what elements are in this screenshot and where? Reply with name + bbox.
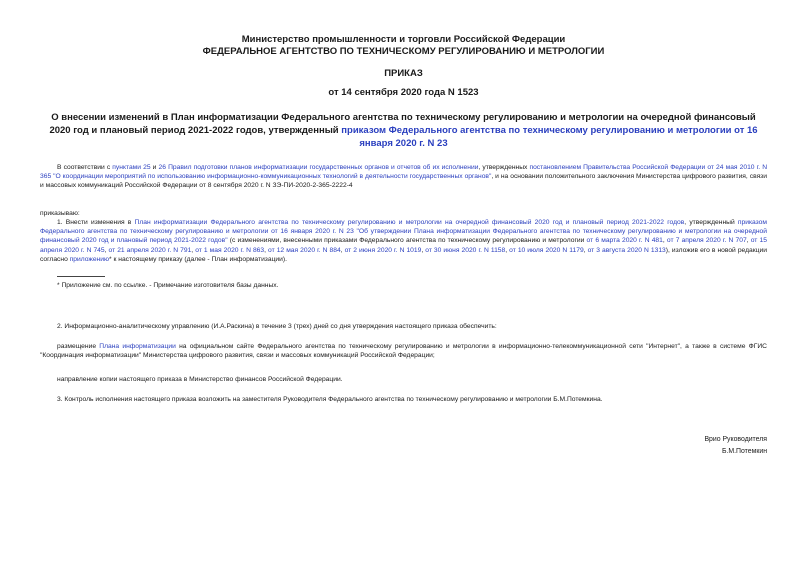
link-rules[interactable]: Правил подготовки планов информатизации государственных органов и отчетов об их исполнении xyxy=(168,164,479,171)
link-amend-481[interactable]: от 6 марта 2020 г. N 481 xyxy=(586,237,663,245)
sep: , xyxy=(104,246,107,254)
sep: , xyxy=(746,237,749,245)
sep: , xyxy=(583,246,586,254)
link-point-25[interactable]: пунктами 25 xyxy=(112,164,151,171)
ministry-name: Министерство промышленности и торговли Российской Федерации xyxy=(241,34,566,45)
preamble-text-2: и xyxy=(152,164,157,171)
item1-text-1: 1. Внести изменения в xyxy=(57,219,132,226)
link-amend-1313[interactable]: от 3 августа 2020 N 1313 xyxy=(587,246,666,254)
link-resolution[interactable]: постановлением Правительства Российской Федерации от 24 мая 2010 г. N 365 "О координации мероприятий по использованию информационно-коммуникационных технологий в деятельности государственных органов" xyxy=(40,164,768,181)
item-2: 2. Информационно-аналитическому управлению (И.А.Раскина) в течение 3 (трех) дней со дня утверждения настоящего приказа обеспечить: xyxy=(57,323,497,330)
order-word: приказываю: xyxy=(40,210,80,217)
title-order-link[interactable]: приказом Федерального агентства по техническому регулированию и метрологии от 16 января 2020 г. N 23 xyxy=(341,125,758,149)
footnote: * Приложение см. по ссылке. - Примечание изготовителя базы данных. xyxy=(57,282,279,289)
item-1 xyxy=(40,218,767,264)
link-amend-863[interactable]: от 1 мая 2020 г. N 863 xyxy=(195,246,265,254)
link-amend-1179[interactable]: от 10 июля 2020 N 1179 xyxy=(509,246,584,254)
item2-p1-text-1: размещение xyxy=(57,343,97,350)
link-amend-707[interactable]: от 7 апреля 2020 г. N 707 xyxy=(666,237,747,245)
sep: , xyxy=(264,246,266,254)
sep: , xyxy=(662,237,665,245)
item1-text-14: * к настоящему приказу (далее - План информатизации). xyxy=(109,255,287,263)
preamble-text-1: В соответствии с xyxy=(57,164,111,171)
link-order-23[interactable]: приказом Федерального агентства по техническому регулированию и метрологии от 16 января 2020 г. N 23 "Об утверждении Плана информатизации Федерального агентства по техническому регулированию и метрологии на очередной финансовый 2020 год и плановый период 2021-2022 годов" xyxy=(40,219,767,245)
link-plan[interactable]: План информатизации Федерального агентства по техническому регулированию и метрологии на очередной финансовый 2020 год и плановый период 2021-2022 годов xyxy=(134,219,685,226)
agency-name: ФЕДЕРАЛЬНОЕ АГЕНТСТВО ПО ТЕХНИЧЕСКОМУ РЕГУЛИРОВАНИЮ И МЕТРОЛОГИИ xyxy=(202,46,605,57)
link-amend-745[interactable]: от 15 апреля 2020 г. N 745 xyxy=(40,237,767,254)
item1-text-13: ), изложив его в новой редакции согласно xyxy=(40,246,767,263)
sep: , xyxy=(191,246,194,254)
signature-position: Врио Руководителя xyxy=(704,436,767,443)
item-2-para-2: направление копии настоящего приказа в Министерство финансов Российской Федерации. xyxy=(57,376,343,383)
doc-title xyxy=(40,111,767,150)
sep: , xyxy=(505,246,508,254)
doc-type: ПРИКАЗ xyxy=(384,68,423,79)
link-amend-791[interactable]: от 21 апреля 2020 г. N 791 xyxy=(108,246,192,254)
sep: , xyxy=(340,246,343,254)
link-amend-1158[interactable]: от 30 июня 2020 г. N 1158 xyxy=(425,246,506,254)
link-point-26[interactable]: 26 xyxy=(158,164,166,171)
item-2-para-1 xyxy=(40,342,767,360)
link-plan-info[interactable]: Плана информатизации xyxy=(99,343,176,350)
link-amend-1019[interactable]: от 2 июня 2020 г. N 1019 xyxy=(344,246,422,254)
link-appendix[interactable]: приложению xyxy=(69,255,110,263)
item-3: 3. Контроль исполнения настоящего приказа возложить на заместителя Руководителя Федерального агентства по техническому регулированию и метрологии Б.М.Потемкина. xyxy=(57,396,603,403)
doc-date: от 14 сентября 2020 года N 1523 xyxy=(328,87,479,98)
preamble-text-4: , и на основании положительного заключения Министерства цифрового развития, связи и массовых коммуникаций Российской Федерации от 8 сентября 2020 г. N ЗЭ-ПИ-2020-2-365-2222-4 xyxy=(40,173,767,190)
sep: , xyxy=(421,246,424,254)
signature-name: Б.М.Потемкин xyxy=(721,448,767,455)
item2-p1-text-2: на официальном сайте Федерального агентства по техническому регулированию и метрологии в информационно-телекоммуникационной сети "Интернет", а также в системе ФГИС "Координация информатизации" Министерства цифрового развития, связи и массовых коммуникаций Российской Федерации; xyxy=(40,343,768,360)
preamble xyxy=(40,163,767,191)
title-text: О внесении изменений в План информатизации Федерального агентства по техническому регулированию и метрологии на очередной финансовый 2020 год и плановый период 2021-2022 годов, утвержденный xyxy=(49,112,756,136)
preamble-text-3: , утвержденных xyxy=(478,164,528,171)
footnote-rule xyxy=(57,276,105,277)
link-amend-884[interactable]: от 12 мая 2020 г. N 884 xyxy=(268,246,341,254)
item1-text-2: , утвержденный xyxy=(684,219,735,226)
item1-text-3: (с изменениями, внесенными приказами Федерального агентства по техническому регулированию и метрологии xyxy=(229,237,585,245)
